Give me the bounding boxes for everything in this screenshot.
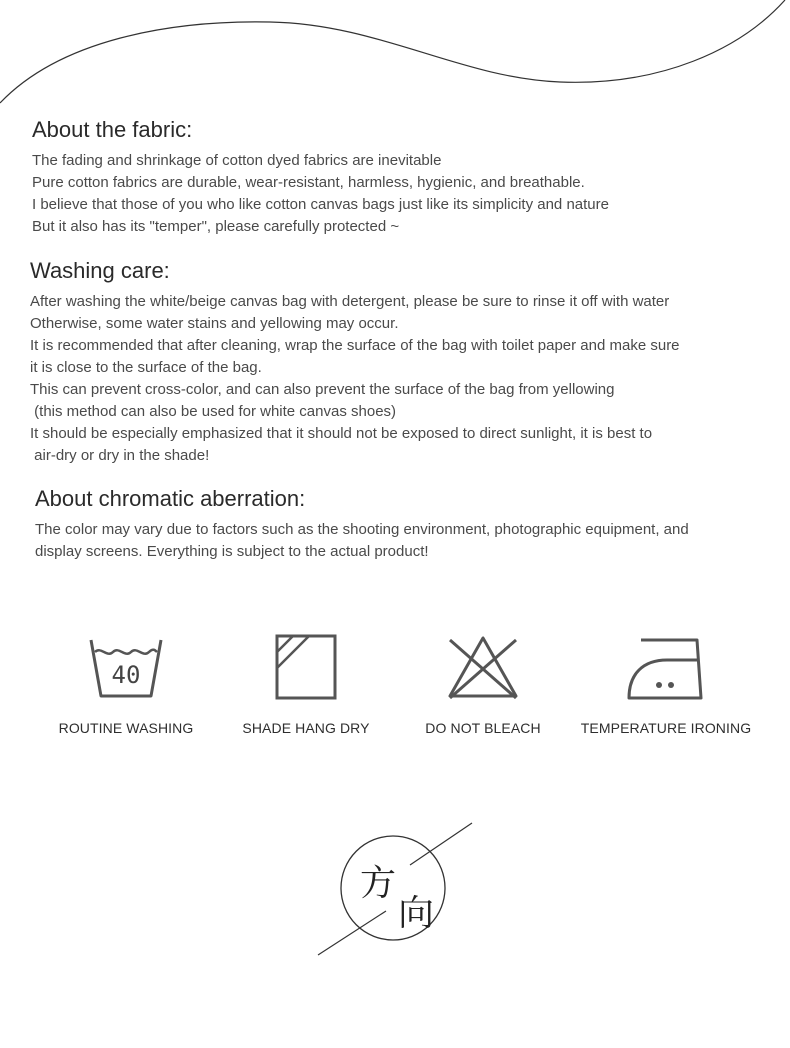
chroma-title: About chromatic aberration: [35,486,306,511]
care-item-routine-washing [26,630,226,736]
chroma-line: The color may vary due to factors such as the shooting environment, photographic equipment, and [35,521,689,538]
chroma-line: display screens. Everything is subject to the actual product! [35,543,429,560]
washing-line: This can prevent cross-color, and can also prevent the surface of the bag from yellowing [30,381,615,398]
fabric-line: I believe that those of you who like cotton canvas bags just like its simplicity and nature [32,196,609,213]
care-label-temperature-ironing: TEMPERATURE IRONING [580,720,752,736]
washing-line: it is close to the surface of the bag. [30,359,262,376]
care-item-do-not-bleach [383,630,583,736]
wash-temperature: 40 [111,661,141,689]
washing-line: It is recommended that after cleaning, wrap the surface of the bag with toilet paper and make sure [30,337,680,354]
iron-icon [621,630,711,700]
chroma-text [35,519,790,563]
logo-char-xiang: 向 [398,893,435,934]
washing-section [30,257,790,467]
decorative-top-curve [0,0,790,120]
fabric-text [32,150,790,238]
brand-logo [300,815,490,975]
shade-dry-icon [261,630,351,700]
fabric-line: Pure cotton fabrics are durable, wear-resistant, harmless, hygienic, and breathable. [32,174,585,191]
care-label-routine-washing: ROUTINE WASHING [58,720,194,736]
washing-line: air-dry or dry in the shade! [30,447,210,464]
logo-char-fang: 方 [360,863,397,904]
fabric-line: The fading and shrinkage of cotton dyed fabrics are inevitable [32,152,442,169]
chromatic-aberration-section [35,485,790,563]
no-bleach-icon [438,630,528,700]
washing-line: After washing the white/beige canvas bag with detergent, please be sure to rinse it off with water [30,293,670,310]
care-item-temperature-ironing [566,630,766,736]
fabric-title: About the fabric: [32,117,193,142]
washing-line: Otherwise, some water stains and yellowing may occur. [30,315,399,332]
wash-tub-icon [81,630,171,700]
fabric-line: But it also has its "temper", please carefully protected ~ [32,218,400,235]
care-icons-row [0,630,790,750]
care-label-do-not-bleach: DO NOT BLEACH [425,720,541,736]
washing-line: (this method can also be used for white canvas shoes) [30,403,397,420]
washing-text [30,291,790,467]
care-item-shade-hang-dry [206,630,406,736]
care-label-shade-hang-dry: SHADE HANG DRY [242,720,370,736]
washing-line: It should be especially emphasized that it should not be exposed to direct sunlight, it is best to [30,425,653,442]
fabric-section [32,116,790,238]
washing-title: Washing care: [30,258,170,283]
